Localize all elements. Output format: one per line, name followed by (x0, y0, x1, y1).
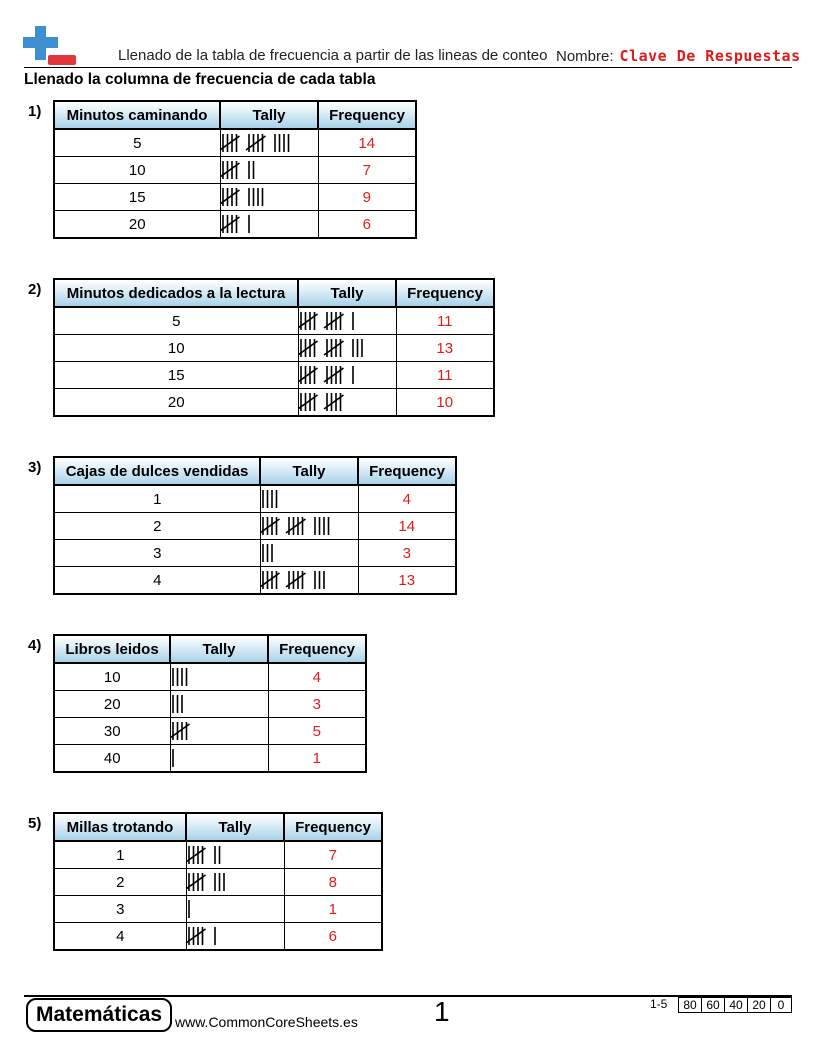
tally-svg (187, 870, 231, 894)
table-row (54, 485, 456, 513)
tally-svg (299, 363, 360, 387)
tally-marks (298, 335, 396, 362)
row-label: 5 (54, 307, 298, 335)
score-box: 80 (678, 997, 702, 1013)
tally-svg (187, 897, 196, 921)
row-label: 20 (54, 211, 220, 239)
row-label: 2 (54, 513, 260, 540)
tally-marks (220, 211, 318, 239)
table-row (54, 841, 382, 869)
column-header: Frequency (318, 101, 416, 129)
frequency-table (53, 634, 367, 773)
row-label: 10 (54, 663, 170, 691)
column-header: Frequency (396, 279, 494, 307)
table-row (54, 307, 494, 335)
tally-marks (186, 923, 284, 951)
table-row (54, 335, 494, 362)
table-row (54, 513, 456, 540)
row-label: 5 (54, 129, 220, 157)
column-header: Frequency (268, 635, 366, 663)
frequency-answer: 1 (284, 896, 382, 923)
frequency-answer: 8 (284, 869, 382, 896)
row-label: 3 (54, 896, 186, 923)
frequency-answer: 14 (318, 129, 416, 157)
table-row (54, 718, 366, 745)
table-header-row (54, 101, 416, 129)
tally-marks (186, 841, 284, 869)
row-label: 4 (54, 923, 186, 951)
table-header-row (54, 279, 494, 307)
row-label: 1 (54, 841, 186, 869)
column-header: Millas trotando (54, 813, 186, 841)
table-row (54, 567, 456, 595)
frequency-answer: 4 (358, 485, 456, 513)
table-row (54, 896, 382, 923)
table-row (54, 184, 416, 211)
score-box: 60 (701, 997, 725, 1013)
tally-marks (260, 540, 358, 567)
name-field (556, 47, 801, 65)
table-row (54, 157, 416, 184)
problem-number: 5) (28, 815, 42, 832)
tally-svg (171, 719, 201, 743)
frequency-answer: 5 (268, 718, 366, 745)
tally-svg (187, 924, 222, 948)
frequency-answer: 9 (318, 184, 416, 211)
column-header: Tally (260, 457, 358, 485)
page-number: 1 (434, 996, 450, 1027)
tally-marks (220, 157, 318, 184)
frequency-table (53, 456, 457, 595)
tally-svg (221, 212, 256, 236)
frequency-answer: 6 (284, 923, 382, 951)
problem-number: 4) (28, 637, 42, 654)
frequency-answer: 1 (268, 745, 366, 773)
row-label: 30 (54, 718, 170, 745)
tally-marks (170, 718, 268, 745)
logo-icon (22, 24, 78, 68)
frequency-answer: 7 (284, 841, 382, 869)
problem-number: 1) (28, 103, 42, 120)
row-label: 2 (54, 869, 186, 896)
column-header: Tally (170, 635, 268, 663)
tally-marks (298, 389, 396, 417)
frequency-answer: 11 (396, 362, 494, 389)
column-header: Frequency (284, 813, 382, 841)
frequency-answer: 13 (358, 567, 456, 595)
tally-svg (299, 309, 360, 333)
table-header-row (54, 635, 366, 663)
row-label: 10 (54, 335, 298, 362)
row-label: 20 (54, 389, 298, 417)
problem-number: 2) (28, 281, 42, 298)
frequency-answer: 3 (358, 540, 456, 567)
column-header: Cajas de dulces vendidas (54, 457, 260, 485)
tally-svg (221, 185, 269, 209)
table-header-row (54, 813, 382, 841)
row-label: 4 (54, 567, 260, 595)
row-label: 15 (54, 362, 298, 389)
footer-divider (24, 995, 792, 997)
row-label: 40 (54, 745, 170, 773)
column-header: Tally (186, 813, 284, 841)
problem-number: 3) (28, 459, 42, 476)
table-row (54, 129, 416, 157)
table-row (54, 389, 494, 417)
header-divider (24, 67, 792, 68)
table-row (54, 869, 382, 896)
tally-svg (299, 390, 355, 414)
column-header: Tally (220, 101, 318, 129)
table-row (54, 362, 494, 389)
tally-marks (186, 896, 284, 923)
tally-marks (260, 513, 358, 540)
tally-svg (261, 487, 283, 511)
tally-svg (221, 131, 295, 155)
table-row (54, 211, 416, 239)
frequency-table (53, 100, 417, 239)
row-label: 1 (54, 485, 260, 513)
frequency-answer: 3 (268, 691, 366, 718)
name-label: Nombre: (556, 48, 614, 65)
frequency-answer: 11 (396, 307, 494, 335)
table-row (54, 663, 366, 691)
tally-marks (220, 184, 318, 211)
tally-svg (261, 541, 279, 565)
row-label: 20 (54, 691, 170, 718)
tally-svg (171, 746, 180, 770)
row-label: 3 (54, 540, 260, 567)
tally-marks (220, 129, 318, 157)
frequency-answer: 6 (318, 211, 416, 239)
column-header: Minutos dedicados a la lectura (54, 279, 298, 307)
score-box: 0 (770, 997, 792, 1013)
tally-svg (171, 665, 193, 689)
tally-svg (171, 692, 189, 716)
tally-marks (170, 663, 268, 691)
frequency-table (53, 812, 383, 951)
tally-marks (170, 745, 268, 773)
frequency-answer: 4 (268, 663, 366, 691)
row-label: 15 (54, 184, 220, 211)
tally-svg (299, 336, 369, 360)
tally-svg (261, 514, 335, 538)
tally-marks (260, 567, 358, 595)
tally-svg (187, 843, 226, 867)
tally-marks (186, 869, 284, 896)
tally-svg (221, 158, 260, 182)
score-range-label: 1-5 (650, 997, 668, 1011)
worksheet-title: Llenado de la tabla de frecuencia a partir de las lineas de conteo (118, 47, 548, 64)
frequency-answer: 14 (358, 513, 456, 540)
name-value: Clave De Respuestas (619, 47, 801, 65)
column-header: Tally (298, 279, 396, 307)
table-row (54, 540, 456, 567)
score-box: 20 (747, 997, 771, 1013)
row-label: 10 (54, 157, 220, 184)
frequency-answer: 7 (318, 157, 416, 184)
column-header: Frequency (358, 457, 456, 485)
tally-svg (261, 568, 331, 592)
table-row (54, 923, 382, 951)
tally-marks (170, 691, 268, 718)
score-box: 40 (724, 997, 748, 1013)
tally-marks (260, 485, 358, 513)
column-header: Libros leidos (54, 635, 170, 663)
instructions: Llenado la columna de frecuencia de cada tabla (24, 71, 376, 88)
tally-marks (298, 362, 396, 389)
table-header-row (54, 457, 456, 485)
tally-marks (298, 307, 396, 335)
frequency-answer: 13 (396, 335, 494, 362)
table-row (54, 745, 366, 773)
table-row (54, 691, 366, 718)
site-url: www.CommonCoreSheets.es (175, 1014, 358, 1030)
frequency-answer: 10 (396, 389, 494, 417)
column-header: Minutos caminando (54, 101, 220, 129)
frequency-table (53, 278, 495, 417)
brand-badge: Matemáticas (26, 998, 172, 1032)
